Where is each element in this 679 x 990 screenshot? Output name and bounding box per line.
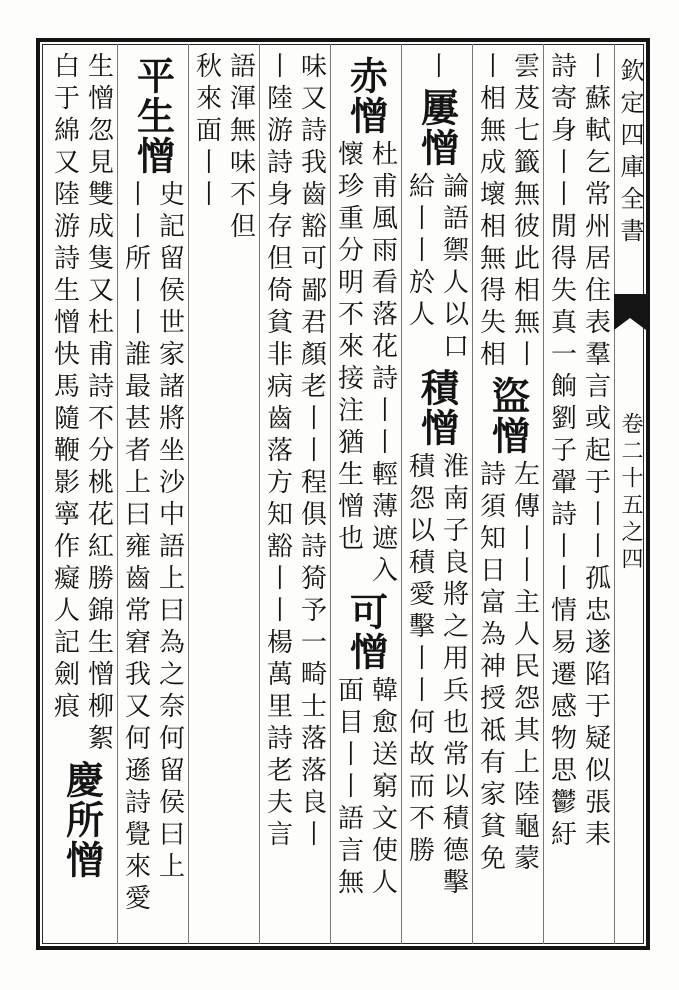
annotation-left-line: 丨陸游詩身存但倚貧非病齒落方知豁丨丨楊萬里詩老夫言 <box>262 52 293 852</box>
headword: 赤憎 <box>343 56 389 136</box>
text-column-3 <box>401 52 472 900</box>
annotation-pair <box>475 460 541 876</box>
annotation-right-line: 丨蘇軾乞常州居住表羣言或起于丨丨孤忠遂陷于疑似張耒 <box>580 52 611 852</box>
annotation-right-line: 論語禦人以口 <box>438 172 469 364</box>
annotation-pair <box>333 676 399 900</box>
text-column-7 <box>117 52 188 916</box>
headword: 盜憎 <box>485 376 531 456</box>
text-column-1 <box>543 52 614 852</box>
annotation-left-line: 秋來面丨丨 <box>191 52 222 212</box>
annotation-right-line: 左傳丨丨主人民怨其上陸龜蒙 <box>509 460 540 876</box>
annotation-left-line: 懷珍重分明不來接注猶生憎也 <box>333 140 364 556</box>
collection-title: 欽定四庫全書 <box>616 58 644 250</box>
annotation-pair <box>475 52 541 372</box>
annotation-right-line: 味又詩我齒豁可鄙君顏老丨丨程俱詩猗予一畸士落落良丨 <box>296 52 327 852</box>
annotation-left-line: 丨相無成壞相無得失相 <box>475 52 506 372</box>
page-margin-column <box>614 44 646 944</box>
annotation-left-line: 詩須知日富為神授祗有家貧免 <box>475 460 506 876</box>
headword: 積憎 <box>414 368 460 448</box>
fishtail-mark <box>614 294 646 330</box>
annotation-pair <box>191 52 257 244</box>
text-column-5 <box>259 52 330 852</box>
annotation-left-line: 積怨以積愛擊丨丨何故而不勝 <box>404 452 435 868</box>
headword: 慶所憎 <box>59 760 105 880</box>
headword: 平生憎 <box>130 56 176 176</box>
volume-label: 卷二十五之四 <box>618 412 643 574</box>
annotation-pair <box>404 452 470 900</box>
text-column-6 <box>188 52 259 244</box>
annotation-pair <box>333 140 399 588</box>
annotation-pair <box>404 172 470 364</box>
annotation-right-line: 生憎忽見雙成隻又杜甫詩不分桃花紅勝錦生憎柳絮 <box>83 52 114 756</box>
text-column-8 <box>46 52 117 884</box>
annotation-pair <box>120 180 186 916</box>
annotation-pair <box>546 52 612 852</box>
annotation-pair <box>262 52 328 852</box>
annotation-left-line: 給丨丨於人 <box>404 172 435 332</box>
annotation-right-line: 雲芨七籤無彼此相無丨 <box>509 52 540 372</box>
annotation-left-line: 面目丨丨語言無 <box>333 676 364 900</box>
annotation-left-line: 詩寄身丨丨閒得失真一餉劉子翬詩丨丨情易遷感物思鬱紆 <box>546 52 577 852</box>
text-column-4 <box>330 52 401 900</box>
annotation-left-line: 白于綿又陸游詩生憎快馬隨鞭影寧作癡人記劍痕 <box>49 52 80 724</box>
annotation-right-line: 韓愈送窮文使人 <box>367 676 398 900</box>
annotation-right-line: 史記留侯世家諸將坐沙中語上曰為之奈何留侯曰上 <box>154 180 185 884</box>
repeat-mark: 丨 <box>421 52 452 84</box>
annotation-right-line: 淮南子良將之用兵也常以積德擊 <box>438 452 469 900</box>
headword: 屢憎 <box>414 88 460 168</box>
annotation-pair <box>49 52 115 756</box>
annotation-left-line: 丨丨所丨丨誰最甚者上曰雍齒常窘我又何遜詩覺來愛 <box>120 180 151 916</box>
text-column-2 <box>472 52 543 876</box>
annotation-right-line: 語渾無味不但 <box>225 52 256 244</box>
annotation-right-line: 杜甫風雨看落花詩丨丨輕薄遮入 <box>367 140 398 588</box>
headword: 可憎 <box>343 592 389 672</box>
